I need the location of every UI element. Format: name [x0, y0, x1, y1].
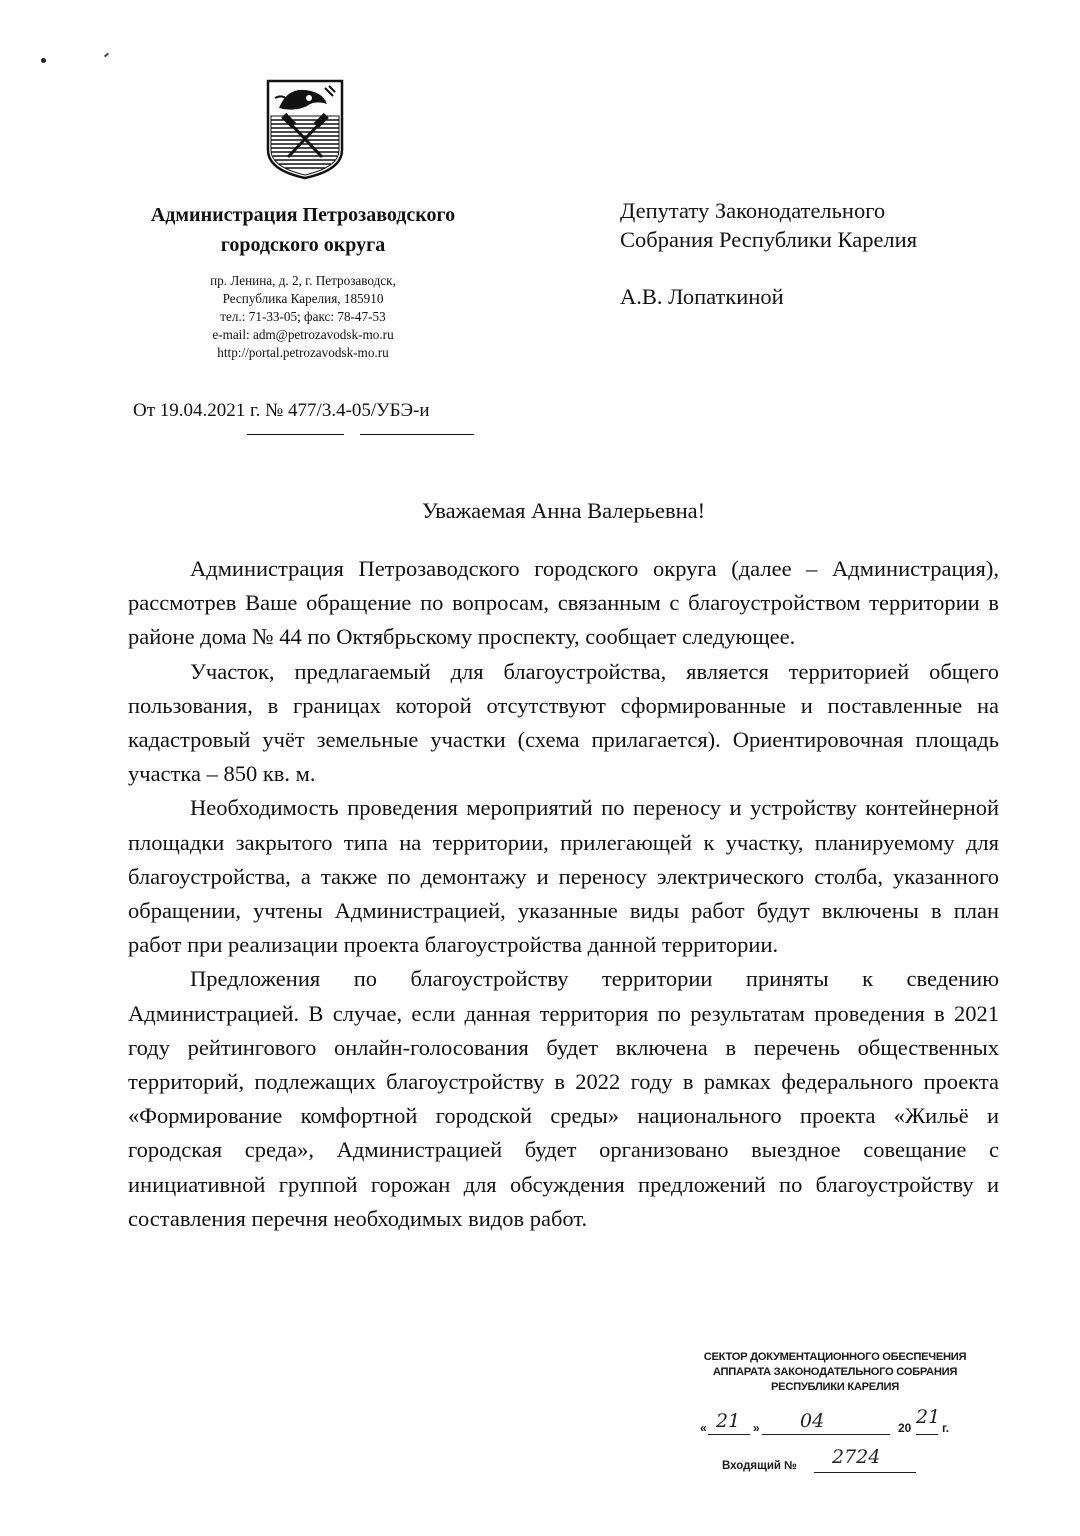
stamp-open-quote: « — [700, 1421, 707, 1435]
sender-email: e-mail: adm@petrozavodsk-mo.ru — [212, 327, 394, 342]
stamp-header — [690, 1350, 980, 1395]
reference-underline — [247, 434, 344, 435]
stamp-day-handwritten: 21 — [716, 1410, 741, 1432]
stamp-incoming-line — [814, 1472, 916, 1473]
body-paragraph: Администрация Петрозаводского городского округа (далее – Администрация), рассмотрев Ваше обращение по вопросам, связанным с благоустройством территории в районе дома № 44 по Октябрьскому проспекту, сообщает следующее. — [128, 556, 999, 650]
body-paragraph: Участок, предлагаемый для благоустройства, является территорией общего пользования, в границах которой отсутствуют сформированные и поставленные на кадастровый учёт земельные участки (схема прилагается). Ориентировочная площадь участка – 850 кв. м. — [128, 658, 999, 787]
registration-stamp — [690, 1350, 980, 1520]
stamp-month-handwritten: 04 — [800, 1410, 825, 1432]
sender-contacts — [160, 272, 446, 362]
recipient-title-line: Собрания Республики Карелия — [620, 227, 918, 252]
scan-speck — [41, 58, 46, 63]
sender-organization-line: Администрация Петрозаводского — [150, 204, 456, 226]
scan-speck — [104, 53, 109, 58]
outgoing-reference: От 19.04.2021 г. № 477/3.4-05/УБЭ-и — [133, 400, 430, 421]
stamp-header-line: АППАРАТА ЗАКОНОДАТЕЛЬНОГО СОБРАНИЯ — [712, 1366, 958, 1378]
letter-body — [128, 552, 999, 1236]
stamp-day-line — [708, 1434, 750, 1435]
greeting: Уважаемая Анна Валерьевна! — [421, 498, 706, 523]
stamp-year-abbr: г. — [942, 1421, 950, 1435]
sender-address-line: Республика Карелия, 185910 — [222, 291, 384, 306]
sender-organization-line: городского округа — [220, 234, 386, 256]
recipient-title — [620, 196, 1040, 254]
stamp-year-prefix: 20 — [898, 1421, 912, 1435]
stamp-header-line: РЕСПУБЛИКИ КАРЕЛИЯ — [771, 1381, 899, 1393]
recipient-title-line: Депутату Законодательного — [620, 198, 886, 223]
stamp-month-line — [762, 1434, 890, 1435]
stamp-year-handwritten: 21 — [916, 1406, 941, 1428]
coat-of-arms-icon — [265, 78, 345, 180]
stamp-close-quote: » — [753, 1421, 760, 1435]
stamp-incoming-label: Входящий № — [722, 1460, 798, 1472]
body-paragraph: Необходимость проведения мероприятий по переносу и устройству контейнерной площадки закрытого типа на территории, прилегающей к участку, планируемому для благоустройства, а также по демонтажу и переносу электрического столба, указанного обращении, учтены Администрацией, указанные виды работ будут включены в план работ при реализации проекта благоустройства данной территории. — [128, 795, 999, 958]
sender-organization — [128, 200, 478, 260]
body-paragraph: Предложения по благоустройству территории приняты к сведению Администрацией. В случае, если данная территория по результатам проведения в 2021 году рейтингового онлайн-голосования будет включена в перечень общественных территорий, подлежащих благоустройству в 2022 году в рамках федерального проекта «Формирование комфортной городской среды» национального проекта «Жильё и городская среда», Администрацией будет организовано выездное совещание с инициативной группой горожан для обсуждения предложений по благоустройству и составления перечня необходимых видов работ. — [128, 966, 999, 1231]
reference-underline — [360, 434, 474, 435]
sender-website: http://portal.petrozavodsk-mo.ru — [217, 345, 389, 360]
stamp-header-line: СЕКТОР ДОКУМЕНТАЦИОННОГО ОБЕСПЕЧЕНИЯ — [703, 1351, 967, 1363]
sender-phone: тел.: 71-33-05; факс: 78-47-53 — [220, 309, 386, 324]
recipient-name: А.В. Лопаткиной — [620, 284, 784, 309]
stamp-incoming-handwritten: 2724 — [832, 1446, 881, 1468]
sender-address-line: пр. Ленина, д. 2, г. Петрозаводск, — [210, 273, 396, 288]
stamp-year-line — [916, 1434, 938, 1435]
